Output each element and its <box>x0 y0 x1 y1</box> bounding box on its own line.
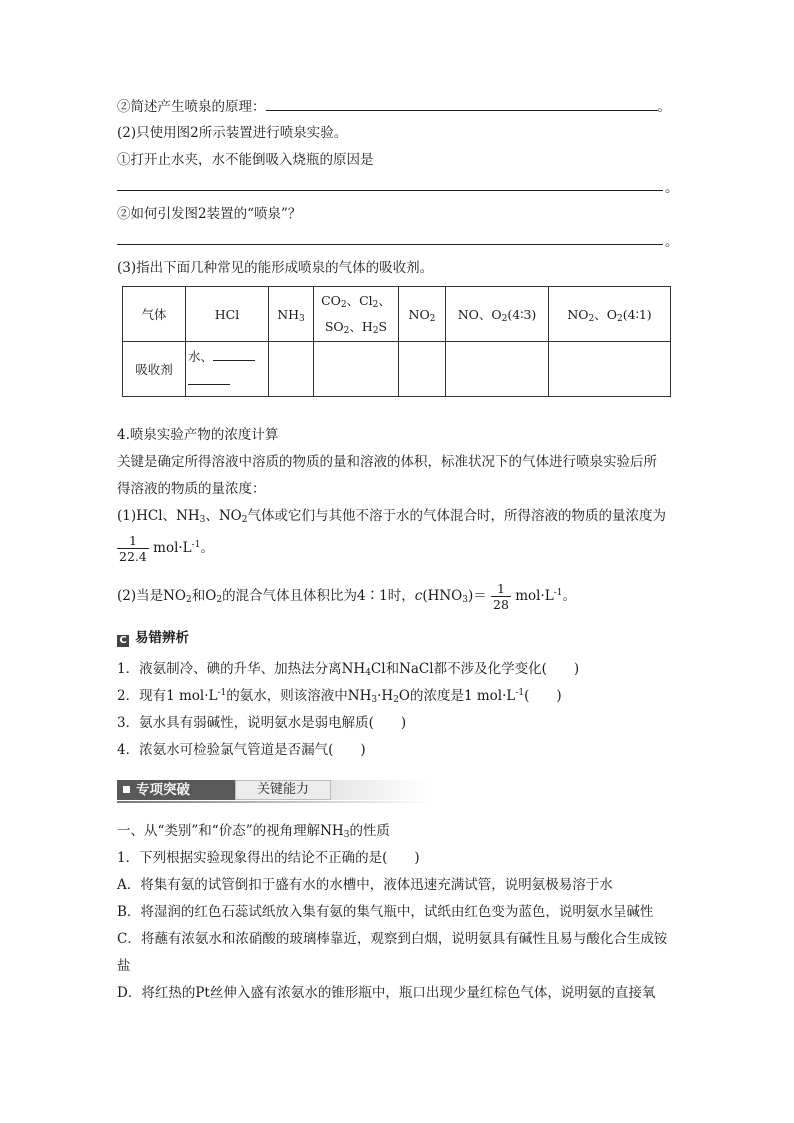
subscript: 3 <box>343 830 350 840</box>
error-item-3: 3．氨水具有弱碱性，说明氨水是弱电解质( ) <box>117 715 407 731</box>
subscript: 2 <box>372 300 379 310</box>
section-banner <box>117 778 431 802</box>
text: 1．液氨制冷、碘的升华、加热法分离NH <box>117 661 366 677</box>
part2-intro: (2)只使用图2所示装置进行喷泉实验。 <box>117 125 348 141</box>
answer-blank[interactable] <box>213 348 255 361</box>
text: 和O <box>191 588 217 604</box>
banner-underline <box>117 801 431 803</box>
table-row-gas <box>123 287 671 342</box>
option-b: B．将湿润的红色石蕊试纸放入集有氨的集气瓶中，试纸由红色变为蓝色，说明氨水呈碱性 <box>117 904 654 920</box>
subscript: 3 <box>462 595 468 605</box>
cell-blank[interactable] <box>269 342 314 397</box>
question-2-2: ②如何引发图2装置的“喷泉”？ <box>117 206 302 222</box>
period: 。 <box>665 234 679 250</box>
text: ( ) <box>524 688 562 704</box>
cell-hcl-absorbent[interactable] <box>186 342 269 397</box>
cell-text: 、O <box>594 307 617 322</box>
question-1: 1．下列根据实验现象得出的结论不正确的是( ) <box>117 850 420 866</box>
denominator: 22.4 <box>119 549 147 564</box>
section-4-point-1 <box>117 506 666 526</box>
error-item-2 <box>117 686 562 706</box>
text: 的混合气体且体积比为4∶1时， <box>222 588 415 604</box>
subscript: 2 <box>429 313 436 324</box>
numerator: 1 <box>497 581 505 596</box>
section-4-point-2 <box>117 581 576 612</box>
text: Cl和NaCl都不涉及化学变化( ) <box>370 661 580 677</box>
superscript: -1 <box>553 588 563 598</box>
unit: mol·L <box>515 588 554 604</box>
subscript: 2 <box>588 314 595 324</box>
period: 。 <box>665 180 679 196</box>
banner-key-ability: 关键能力 <box>235 780 331 800</box>
row-label-gas: 气体 <box>123 287 186 342</box>
subscript: 2 <box>617 314 623 324</box>
subscript: 4 <box>365 668 371 678</box>
cell-text: NO <box>408 306 430 322</box>
error-item-4: 4．浓氨水可检验氯气管道是否漏气( ) <box>117 742 366 758</box>
section-4-title: 4.喷泉实验产物的浓度计算 <box>117 427 279 443</box>
cell-text: 水、 <box>188 349 214 364</box>
subscript: 2 <box>501 314 508 324</box>
text: 一、从“类别”和“价态”的视角理解NH <box>117 823 344 839</box>
subscript: 2 <box>241 515 248 525</box>
subscript: 2 <box>186 595 192 605</box>
subscript: 2 <box>340 300 347 310</box>
text: (HNO <box>422 588 463 604</box>
banner-fade <box>331 780 431 800</box>
part3-intro: (3)指出下面几种常见的能形成喷泉的气体的吸收剂。 <box>117 260 434 276</box>
cell-blank[interactable] <box>446 342 549 397</box>
subscript: 2 <box>372 326 379 336</box>
option-c: C．将蘸有浓氨水和浓硝酸的玻璃棒靠近，观察到白烟，说明氨具有碱性且易与酸化合生成铵 <box>117 931 668 947</box>
error-analysis-heading <box>117 628 189 648</box>
text: )＝ <box>467 588 487 604</box>
denominator: 28 <box>493 597 509 612</box>
cell-text: NH <box>277 306 300 322</box>
subscript: 2 <box>393 695 399 705</box>
cell-text: NO <box>567 307 589 322</box>
unit: mol·L <box>153 540 192 556</box>
cell-text: 、 <box>378 293 391 308</box>
absorbent-table <box>122 286 671 397</box>
table-row-absorbent <box>123 342 671 397</box>
square-bullet-icon <box>123 786 130 793</box>
question-principle <box>117 96 671 117</box>
text: 气体或它们与其他不溶于水的气体混合时，所得溶液的物质的量浓度为 <box>247 508 666 524</box>
text: 的性质 <box>349 823 390 839</box>
cell-no-o2-4-3 <box>446 287 549 342</box>
cell-blank[interactable] <box>549 342 671 397</box>
cell-text: SO <box>324 319 344 334</box>
period: 。 <box>562 588 577 604</box>
answer-line[interactable] <box>117 190 663 191</box>
error-item-1 <box>117 659 579 679</box>
cell-no2 <box>399 287 446 342</box>
subscript: 2 <box>343 326 350 336</box>
answer-blank[interactable] <box>266 96 658 111</box>
numerator: 1 <box>128 533 137 548</box>
option-d: D．将红热的Pt丝伸入盛有浓氨水的锥形瓶中，瓶口出现少量红棕色气体，说明氨的直接氧 <box>117 985 656 1001</box>
cell-hcl: HCl <box>186 287 269 342</box>
subscript: 3 <box>199 515 206 525</box>
question-2-1: ①打开止水夹，水不能倒吸入烧瓶的原因是 <box>117 152 374 168</box>
cell-blank[interactable] <box>314 342 399 397</box>
cell-text: S <box>378 319 388 334</box>
cell-co2-cl2-so2-h2s <box>314 287 399 342</box>
cell-blank[interactable] <box>399 342 446 397</box>
cell-nh3 <box>269 287 314 342</box>
superscript: -1 <box>515 688 525 698</box>
banner-special-topic <box>117 780 235 800</box>
text: (1)HCl、NH <box>117 508 200 524</box>
cell-text: 、Cl <box>346 293 373 308</box>
cell-no2-o2-4-1 <box>549 287 671 342</box>
fraction-1-over-22-4 <box>117 533 149 564</box>
heading-text: 易错辨析 <box>135 630 189 646</box>
subscript: 3 <box>371 695 378 705</box>
option-c-continued: 盐 <box>117 958 131 974</box>
section-4-text: 关键是确定所得溶液中溶质的物质的量和溶液的体积，标准状况下的气体进行喷泉实验后所 <box>117 454 657 470</box>
period: 。 <box>200 540 214 556</box>
fraction-line-1 <box>117 532 214 564</box>
question-text: ②简述产生喷泉的原理： <box>117 99 266 115</box>
answer-line[interactable] <box>117 244 663 245</box>
superscript: -1 <box>191 540 201 550</box>
cell-text: (4∶1) <box>622 307 652 322</box>
subscript: 3 <box>299 313 305 324</box>
row-label-absorbent: 吸收剂 <box>123 342 186 397</box>
text: 的氨水，则该溶液中NH <box>226 688 372 704</box>
text: 、NO <box>205 508 242 524</box>
section-1-title <box>117 821 390 841</box>
cell-text: (4∶3) <box>507 307 537 322</box>
cell-text: 、H <box>349 319 373 334</box>
answer-blank[interactable] <box>188 372 230 385</box>
concentration-symbol: c <box>414 588 423 604</box>
text: (2)当是NO <box>117 588 187 604</box>
superscript: -1 <box>217 688 227 698</box>
text: 2．现有1 mol·L <box>117 688 218 704</box>
period: 。 <box>657 99 671 115</box>
text: ·H <box>377 688 394 704</box>
option-a: A．将集有氨的试管倒扣于盛有水的水槽中，液体迅速充满试管，说明氨极易溶于水 <box>117 877 613 893</box>
banner-text: 专项突破 <box>136 782 190 798</box>
section-marker-icon: C <box>117 635 129 647</box>
cell-text: CO <box>321 293 341 308</box>
subscript: 2 <box>216 595 223 605</box>
section-4-text: 得溶液的物质的量浓度： <box>117 481 266 497</box>
fraction-1-over-28 <box>491 581 511 612</box>
text: O的浓度是1 mol·L <box>398 688 516 704</box>
cell-text: NO、O <box>457 307 502 322</box>
